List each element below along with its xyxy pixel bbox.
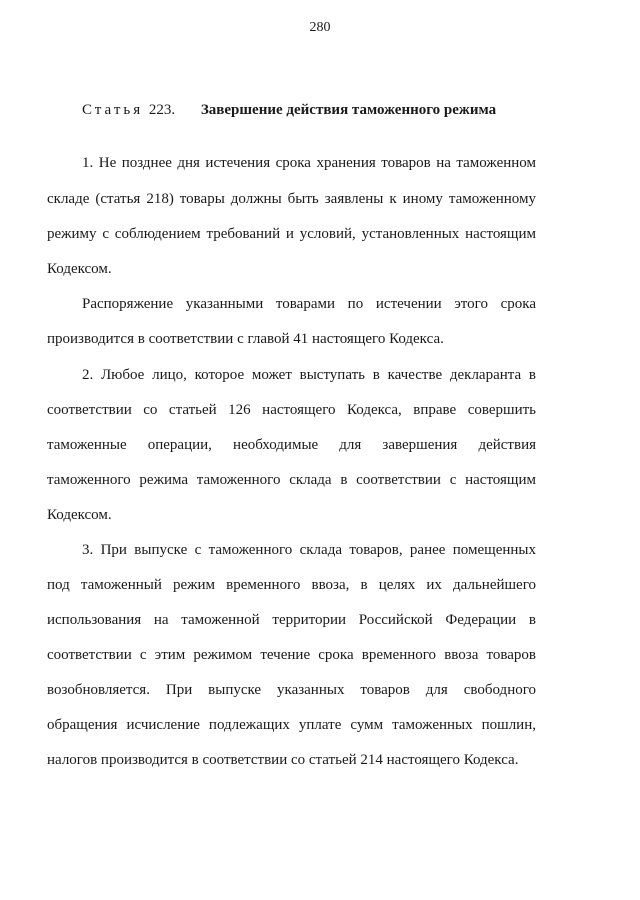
paragraph-1-line-4: Кодексом.	[47, 261, 112, 277]
paragraph-1-line-3: режиму с соблюдением требований и условий, установленных настоящим	[47, 226, 536, 242]
paragraph-3-line-3: таможенные операции, необходимые для завершения действия	[47, 437, 536, 453]
paragraph-4-line-2: под таможенный режим временного ввоза, в целях их дальнейшего	[47, 577, 536, 593]
paragraph-4-line-7: налогов производится в соответствии со статьей 214 настоящего Кодекса.	[47, 752, 519, 768]
paragraph-4-line-5: возобновляется. При выпуске указанных товаров для свободного	[47, 682, 536, 698]
paragraph-1-line-2: складе (статья 218) товары должны быть заявлены к иному таможенному	[47, 191, 536, 207]
article-heading	[82, 102, 562, 119]
paragraph-2-line-1: Распоряжение указанными товарами по истечении этого срока	[82, 296, 536, 312]
article-number: 223.	[148, 102, 176, 118]
paragraph-4-line-3: использования на таможенной территории Российской Федерации в	[47, 612, 536, 628]
paragraph-4-line-4: соответствии с этим режимом течение срока временного ввоза товаров	[47, 647, 536, 663]
article-title: Завершение действия таможенного режима	[200, 102, 497, 118]
paragraph-4-line-1: 3. При выпуске с таможенного склада товаров, ранее помещенных	[82, 542, 536, 558]
paragraph-3-line-2: соответствии со статьей 126 настоящего Кодекса, вправе совершить	[47, 402, 536, 418]
paragraph-3-line-5: Кодексом.	[47, 507, 112, 523]
page-number: 280	[309, 20, 331, 35]
paragraph-3-line-4: таможенного режима таможенного склада в соответствии с настоящим	[47, 472, 536, 488]
article-label: Статья	[82, 102, 144, 118]
paragraph-1-line-1: 1. Не позднее дня истечения срока хранения товаров на таможенном	[82, 155, 536, 171]
paragraph-2-line-2: производится в соответствии с главой 41 настоящего Кодекса.	[47, 331, 444, 347]
paragraph-4-line-6: обращения исчисление подлежащих уплате сумм таможенных пошлин,	[47, 717, 536, 733]
paragraph-3-line-1: 2. Любое лицо, которое может выступать в качестве декларанта в	[82, 367, 536, 383]
